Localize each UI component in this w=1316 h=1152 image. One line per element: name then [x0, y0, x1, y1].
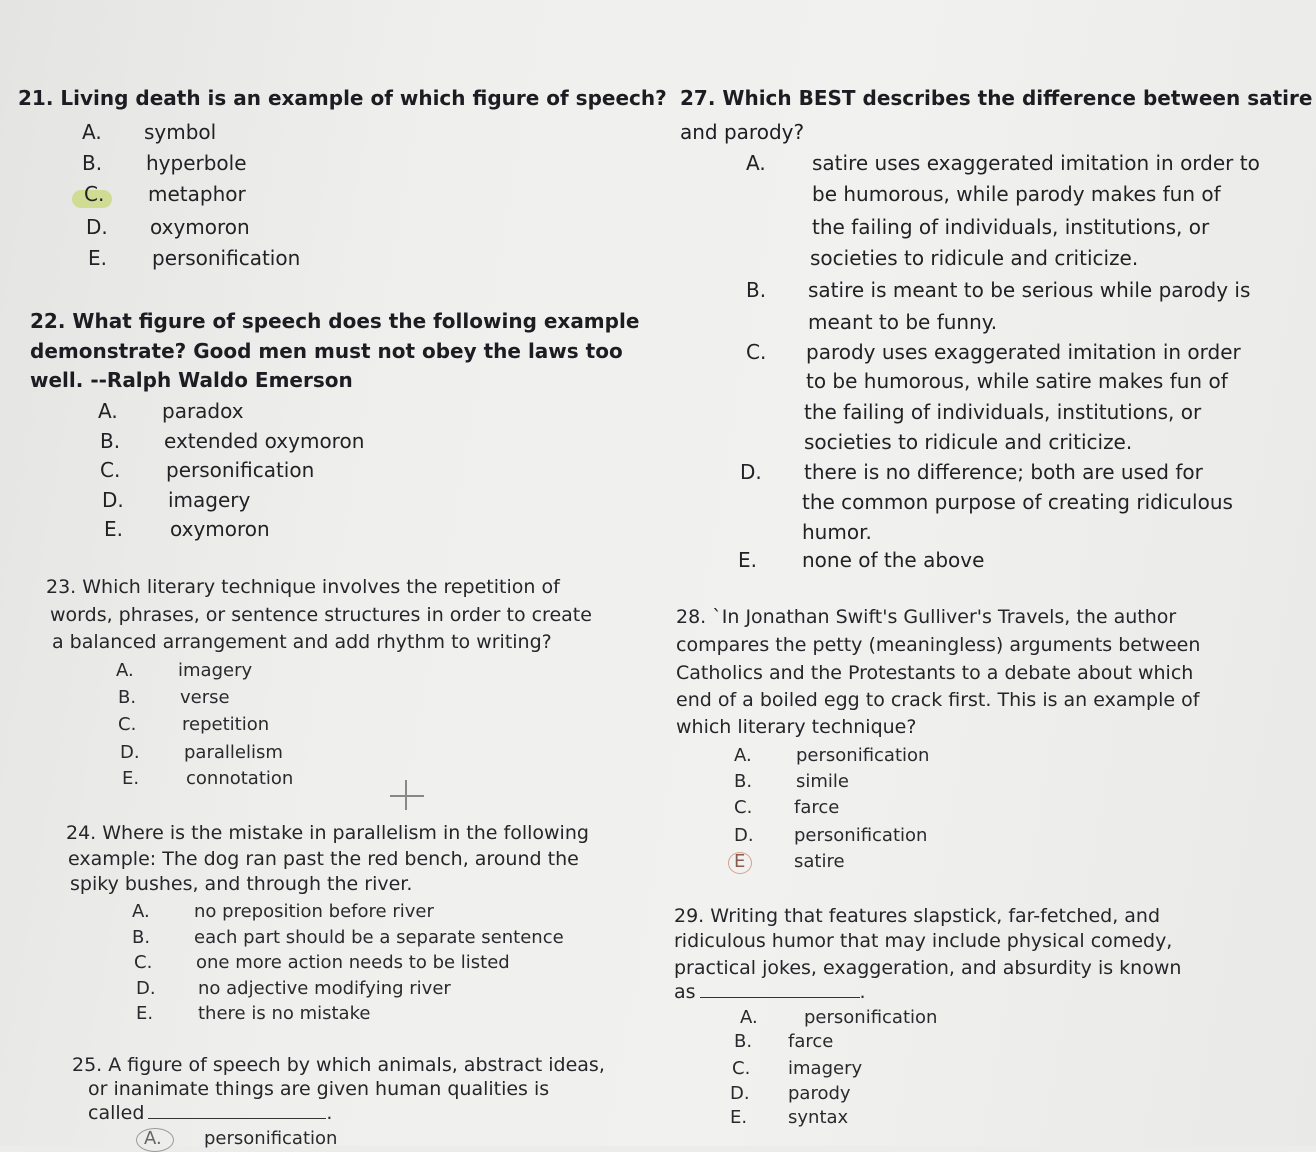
q25-question-line1: 25. A figure of speech by which animals, abstract ideas, [72, 1054, 605, 1076]
q22-question-line2: demonstrate? Good men must not obey the laws too [30, 339, 623, 363]
q22-option-a: paradox [162, 399, 244, 423]
q29-option-b-letter: B. [734, 1031, 753, 1052]
q28-option-b-letter: B. [734, 771, 753, 792]
q23-option-b-letter: B. [118, 687, 137, 708]
q23-option-a: imagery [178, 660, 253, 681]
q27-option-c-line4: societies to ridicule and criticize. [804, 430, 1133, 454]
q21-option-c: metaphor [148, 182, 246, 206]
q23-question-line3: a balanced arrangement and add rhythm to writing? [52, 631, 552, 653]
q28-option-d: personification [794, 825, 928, 846]
q24-option-d: no adjective modifying river [198, 978, 451, 999]
q27-option-e-line1: none of the above [802, 548, 985, 572]
q22-option-e-letter: E. [104, 517, 123, 541]
q24-option-a: no preposition before river [194, 901, 434, 922]
q27-option-a-letter: A. [746, 151, 766, 175]
q28-option-a: personification [796, 745, 930, 766]
q27-option-c-line1: parody uses exaggerated imitation in order [806, 340, 1241, 364]
q25-answer-blank [148, 1118, 326, 1119]
q29-answer-blank [700, 997, 860, 998]
q27-option-d-letter: D. [740, 460, 762, 484]
q28-option-c-letter: C. [734, 797, 753, 818]
q29-option-c: imagery [788, 1058, 863, 1079]
q27-option-a-line3: the failing of individuals, institutions, or [812, 215, 1210, 239]
q27-question-line2: and parody? [680, 120, 805, 144]
q29-option-b: farce [788, 1031, 834, 1052]
q22-option-c-letter: C. [100, 458, 121, 482]
q22-question-line1: 22. What figure of speech does the following example [30, 309, 640, 333]
q21-option-b: hyperbole [146, 151, 247, 175]
q24-option-e: there is no mistake [198, 1003, 371, 1024]
q29-question-line4: as . [674, 981, 866, 1003]
q24-option-c-letter: C. [134, 952, 153, 973]
q21-option-e-letter: E. [88, 246, 107, 270]
q29-option-e: syntax [788, 1107, 849, 1128]
q27-question-line1: 27. Which BEST describes the difference between satire [680, 86, 1313, 110]
q24-question-line3: spiky bushes, and through the river. [70, 873, 413, 895]
q29-option-a: personification [804, 1007, 938, 1028]
q27-option-a-line4: societies to ridicule and criticize. [810, 246, 1139, 270]
q22-option-c: personification [166, 458, 315, 482]
q27-option-b-line1: satire is meant to be serious while parody is [808, 278, 1251, 302]
q23-option-c-letter: C. [118, 714, 137, 735]
q27-option-e-letter: E. [738, 548, 757, 572]
q28-option-a-letter: A. [734, 745, 752, 766]
q24-option-c: one more action needs to be listed [196, 952, 510, 973]
q24-option-b-letter: B. [132, 927, 151, 948]
q23-option-d: parallelism [184, 742, 283, 763]
q22-option-b: extended oxymoron [164, 429, 365, 453]
q24-option-a-letter: A. [132, 901, 150, 922]
q21-question: 21. Living death is an example of which figure of speech? [18, 86, 667, 110]
pencil-mark-horizontal [390, 795, 424, 797]
q29-question-line3: practical jokes, exaggeration, and absurdity is known [674, 957, 1182, 979]
q21-option-b-letter: B. [82, 151, 103, 175]
q23-option-d-letter: D. [120, 742, 140, 763]
q23-question-line2: words, phrases, or sentence structures in order to create [50, 604, 592, 626]
q25-option-a: personification [204, 1128, 338, 1149]
q27-option-c-line3: the failing of individuals, institutions, or [804, 400, 1202, 424]
q29-option-d: parody [788, 1083, 851, 1104]
q21-option-d: oxymoron [150, 215, 250, 239]
q21-option-e: personification [152, 246, 301, 270]
q29-question-line1: 29. Writing that features slapstick, far-fetched, and [674, 905, 1161, 927]
q25-question-line3: called . [88, 1102, 333, 1124]
q28-question-line5: which literary technique? [676, 716, 917, 738]
q24-question-line1: 24. Where is the mistake in parallelism in the following [66, 822, 589, 844]
q27-option-c-line2: to be humorous, while satire makes fun of [806, 369, 1228, 393]
q28-option-c: farce [794, 797, 840, 818]
q28-option-b: simile [796, 771, 849, 792]
q27-option-d-line2: the common purpose of creating ridiculous [802, 490, 1233, 514]
q24-option-d-letter: D. [136, 978, 156, 999]
q25-question-line2: or inanimate things are given human qualities is [88, 1078, 550, 1100]
q28-option-e: satire [794, 851, 845, 872]
q27-option-d-line1: there is no difference; both are used for [804, 460, 1203, 484]
q23-option-c: repetition [182, 714, 270, 735]
q27-option-a-line2: be humorous, while parody makes fun of [812, 182, 1221, 206]
q27-option-a-line1: satire uses exaggerated imitation in order to [812, 151, 1260, 175]
q23-option-e: connotation [186, 768, 294, 789]
q28-question-line4: end of a boiled egg to crack first. This is an example of [676, 689, 1200, 711]
q28-question-line2: compares the petty (meaningless) arguments between [676, 634, 1201, 656]
q21-option-d-letter: D. [86, 215, 108, 239]
q21-option-c-letter: C. [84, 182, 105, 206]
q28-question-line1: 28. `In Jonathan Swift's Gulliver's Travels, the author [676, 606, 1177, 628]
q24-option-e-letter: E. [136, 1003, 154, 1024]
q22-question-line3: well. --Ralph Waldo Emerson [30, 368, 353, 392]
q24-option-b: each part should be a separate sentence [194, 927, 564, 948]
q27-option-b-letter: B. [746, 278, 767, 302]
q21-option-a-letter: A. [82, 120, 102, 144]
q23-option-e-letter: E. [122, 768, 140, 789]
q29-question-line2: ridiculous humor that may include physical comedy, [674, 930, 1173, 952]
q29-option-e-letter: E. [730, 1107, 748, 1128]
q25-option-a-letter: A. [144, 1128, 162, 1149]
q23-option-b: verse [180, 687, 230, 708]
q27-option-b-line2: meant to be funny. [808, 310, 998, 334]
q23-option-a-letter: A. [116, 660, 134, 681]
q29-option-a-letter: A. [740, 1007, 758, 1028]
q22-option-a-letter: A. [98, 399, 118, 423]
q27-option-c-letter: C. [746, 340, 767, 364]
q22-option-d-letter: D. [102, 488, 124, 512]
q28-question-line3: Catholics and the Protestants to a debate about which [676, 662, 1194, 684]
q22-option-e: oxymoron [170, 517, 270, 541]
q22-option-d: imagery [168, 488, 251, 512]
q21-option-a: symbol [144, 120, 217, 144]
q29-option-c-letter: C. [732, 1058, 751, 1079]
q28-option-e-letter: E [734, 851, 746, 872]
q24-question-line2: example: The dog ran past the red bench, around the [68, 848, 579, 870]
q28-option-d-letter: D. [734, 825, 754, 846]
q29-option-d-letter: D. [730, 1083, 750, 1104]
q27-option-d-line3: humor. [802, 520, 872, 544]
q22-option-b-letter: B. [100, 429, 121, 453]
q23-question-line1: 23. Which literary technique involves the repetition of [46, 576, 560, 598]
